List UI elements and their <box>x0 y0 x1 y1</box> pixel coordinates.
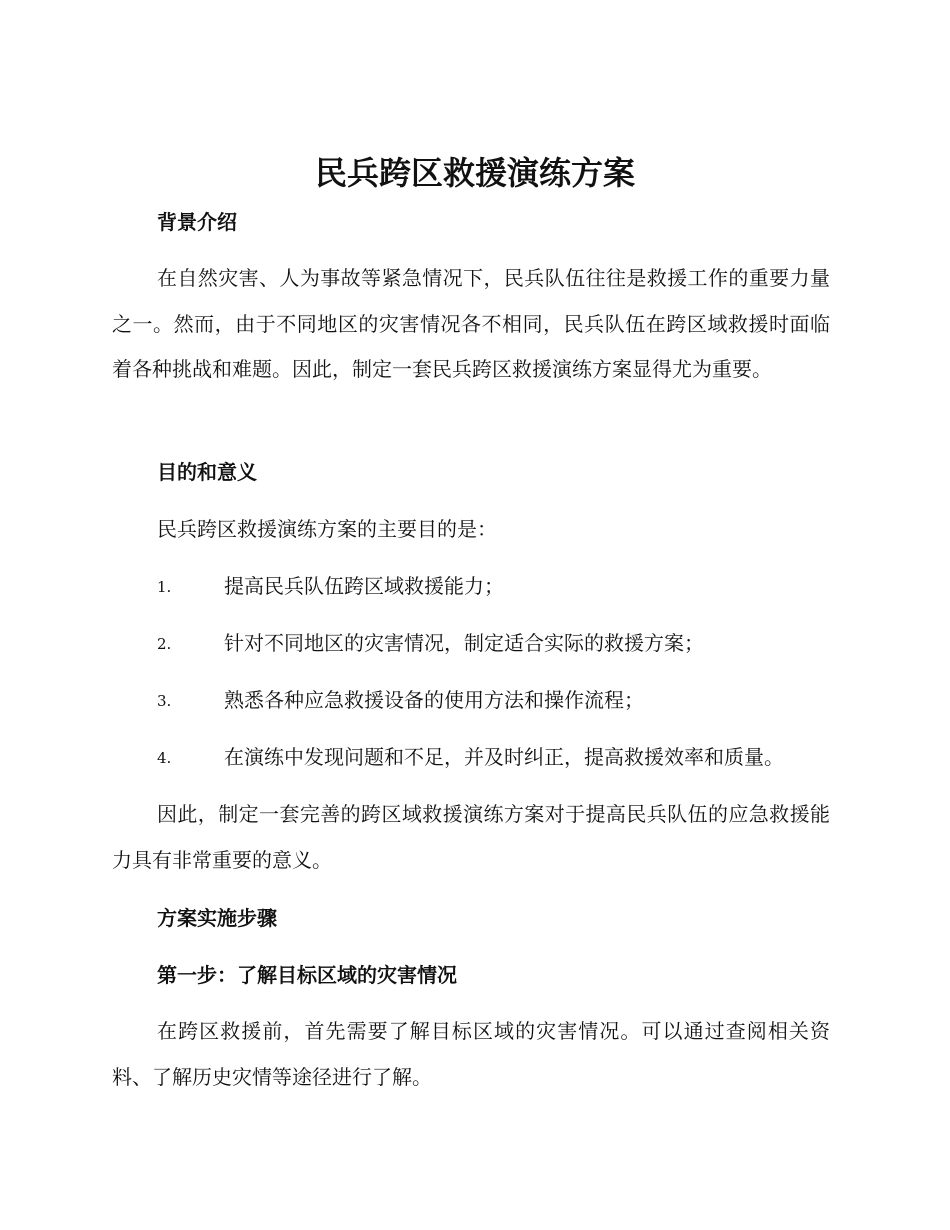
list-item-number: 4. <box>157 749 172 767</box>
list-item-number: 1. <box>157 578 172 596</box>
purpose-conclusion: 因此，制定一套完善的跨区域救援演练方案对于提高民兵队伍的应急救援能力具有非常重要的意义。 <box>112 802 830 872</box>
list-item-text: 熟悉各种应急救援设备的使用方法和操作流程； <box>224 688 644 712</box>
section-heading-background: 背景介绍 <box>157 210 237 234</box>
list-item-text: 在演练中发现问题和不足，并及时纠正，提高救援效率和质量。 <box>224 745 784 769</box>
list-item-number: 3. <box>157 692 172 710</box>
list-item-text: 提高民兵队伍跨区域救援能力； <box>224 574 504 598</box>
section-heading-implementation: 方案实施步骤 <box>157 906 277 930</box>
section-heading-purpose: 目的和意义 <box>157 460 257 484</box>
step-heading: 第一步：了解目标区域的灾害情况 <box>157 963 457 987</box>
list-item-text: 针对不同地区的灾害情况，制定适合实际的救援方案； <box>224 631 704 655</box>
background-paragraph: 在自然灾害、人为事故等紧急情况下，民兵队伍往往是救援工作的重要力量之一。然而，由于不同地区的灾害情况各不相同，民兵队伍在跨区域救援时面临着各种挑战和难题。因此，制定一套民兵跨区救援演练方案显得尤为重要。 <box>112 266 830 382</box>
list-item-number: 2. <box>157 635 172 653</box>
document-title: 民兵跨区救援演练方案 <box>314 154 635 192</box>
step-paragraph: 在跨区救援前，首先需要了解目标区域的灾害情况。可以通过查阅相关资料、了解历史灾情等途径进行了解。 <box>112 1019 830 1089</box>
purpose-intro: 民兵跨区救援演练方案的主要目的是： <box>157 517 497 541</box>
